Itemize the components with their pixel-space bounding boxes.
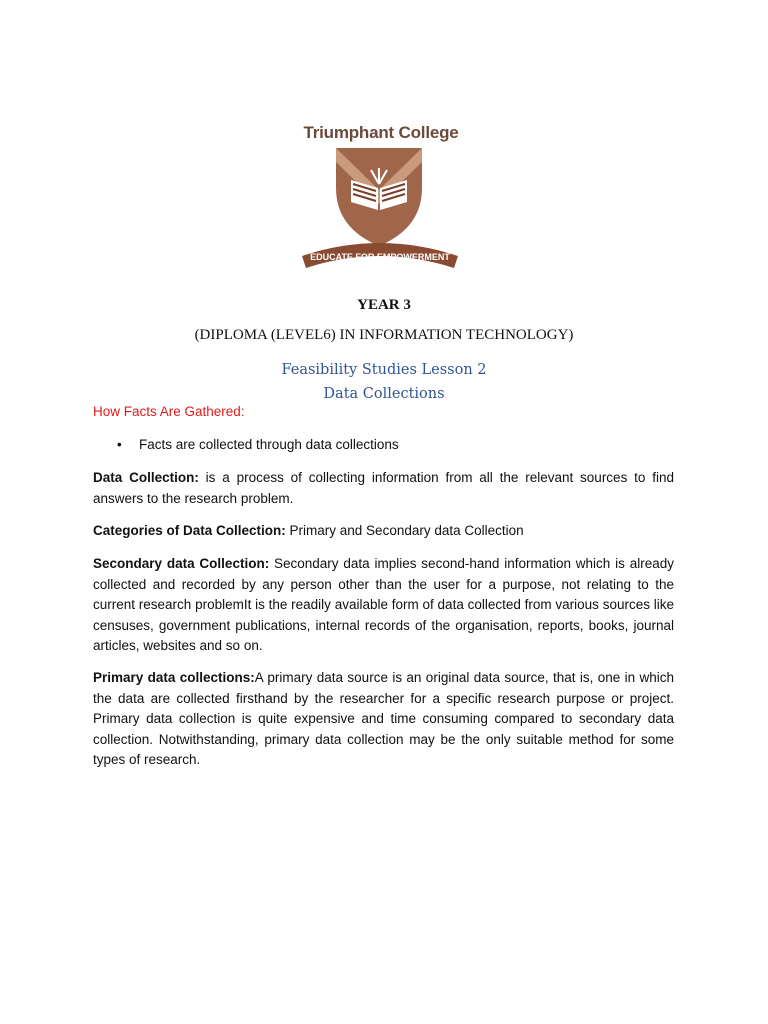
lesson-heading (0, 358, 768, 406)
term-label: Data Collection: (93, 470, 199, 485)
college-name: Triumphant College (303, 123, 459, 142)
paragraph-primary (93, 668, 674, 771)
paragraph-text: Primary and Secondary data Collection (285, 523, 524, 538)
paragraph-text: Secondary data implies second-hand information which is already collected and recorded by any person other than the user for a purpose, not relating to the current research problemIt is the readily available form of data collected from various sources like censuses, government publications, internal records of the organisation, reports, books, journal articles, websites and so on. (93, 556, 674, 654)
term-label: Primary data collections: (93, 670, 255, 685)
paragraph-text: is a process of collecting information from all the relevant sources to find answers to the research problem. (93, 470, 674, 506)
paragraph-data-collection (93, 468, 674, 509)
list-item-text: Facts are collected through data collections (139, 437, 399, 452)
college-logo (296, 118, 466, 273)
paragraph-secondary (93, 554, 674, 657)
logo-motto: EDUCATE FOR EMPOWERMENT (310, 252, 450, 262)
term-label: Secondary data Collection: (93, 556, 270, 571)
term-label: Categories of Data Collection: (93, 523, 286, 538)
lesson-title: Feasibility Studies Lesson 2 (281, 362, 487, 378)
program-heading: (DIPLOMA (LEVEL6) IN INFORMATION TECHNOLOGY) (194, 327, 574, 343)
section-heading: How Facts Are Gathered: (93, 404, 245, 419)
list-item (117, 437, 399, 452)
paragraph-categories (93, 521, 674, 542)
year-heading: YEAR 3 (357, 297, 411, 313)
lesson-subtitle: Data Collections (323, 386, 445, 402)
paragraph-text: A primary data source is an original data source, that is, one in which the data are collected firsthand by the researcher for a specific research purpose or project. Primary data collection is quite expensive and time consuming compared to secondary data collection. Notwithstanding, primary data collection may be the only suitable method for some types of research. (93, 670, 675, 768)
bullet-icon: • (117, 437, 122, 452)
